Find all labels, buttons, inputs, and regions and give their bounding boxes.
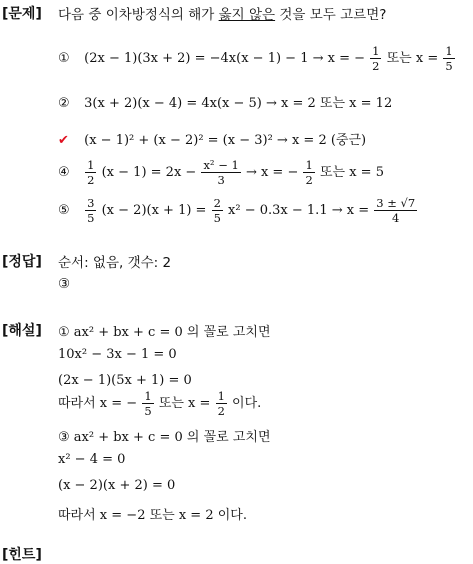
option-1-fraction-2	[443, 44, 454, 73]
option-4	[58, 158, 384, 187]
option-4-text-b: → x = −	[245, 165, 299, 180]
question-text	[58, 3, 386, 23]
explanation-line-5: ③ ax² + bx + c = 0 의 꼴로 고치면	[58, 430, 271, 445]
explanation-fraction-1	[142, 389, 153, 418]
denominator: 2	[372, 59, 380, 73]
explanation-line-6: x² − 4 = 0	[58, 452, 126, 467]
numerator: 3 ± √7	[376, 196, 416, 210]
option-4-number: ④	[58, 165, 70, 180]
option-5-fraction-3	[374, 196, 417, 225]
question-underlined: 옳지 않은	[218, 7, 276, 23]
explanation-line-2: 10x² − 3x − 1 = 0	[58, 347, 177, 362]
option-2-number: ②	[58, 96, 70, 111]
explanation-line-4-a: 따라서 x = −	[58, 396, 138, 411]
option-4-fraction-3	[303, 158, 314, 187]
option-1-text-b: 또는 x =	[386, 51, 443, 66]
check-icon: ✔	[58, 133, 69, 148]
numerator: x² − 1	[203, 158, 239, 172]
denominator: 2	[217, 404, 225, 418]
explanation-line-3: (2x − 1)(5x + 1) = 0	[58, 373, 192, 388]
hint-tag: [힌트]	[2, 547, 42, 563]
option-3	[58, 129, 366, 148]
explanation-fraction-2	[216, 389, 227, 418]
option-3-text: (x − 1)² + (x − 2)² = (x − 3)² → x = 2 (중근)	[84, 133, 367, 148]
denominator: 2	[305, 173, 313, 187]
option-5-text-b: x² − 0.3x − 1.1 → x =	[228, 203, 374, 218]
option-1-number: ①	[58, 51, 70, 66]
question-tag: [문제]	[2, 6, 42, 22]
option-5-text-a: (x − 2)(x + 1) =	[101, 203, 211, 218]
explanation-line-4-c: 이다.	[232, 396, 262, 411]
explanation-line-4-b: 또는 x =	[158, 396, 215, 411]
denominator: 5	[445, 59, 453, 73]
denominator: 5	[87, 211, 95, 225]
option-5-fraction-1	[85, 196, 96, 225]
numerator: 1	[445, 44, 453, 58]
option-4-fraction-2	[201, 158, 240, 187]
numerator: 1	[87, 158, 95, 172]
explanation-line-4	[58, 389, 261, 418]
option-1-fraction-1	[370, 44, 381, 73]
denominator: 3	[217, 173, 225, 187]
question-suffix: 것을 모두 고르면?	[275, 7, 387, 23]
numerator: 1	[372, 44, 380, 58]
explanation-tag: [해설]	[2, 323, 42, 339]
option-5-fraction-2	[212, 196, 223, 225]
numerator: 3	[87, 196, 95, 210]
denominator: 5	[213, 211, 221, 225]
option-1-text-a: (2x − 1)(3x + 2) = −4x(x − 1) − 1 → x = −	[84, 51, 366, 66]
option-2-text: 3(x + 2)(x − 4) = 4x(x − 5) → x = 2 또는 x = 12	[84, 96, 393, 111]
option-4-text-c: 또는 x = 5	[319, 165, 384, 180]
answer-tag: [정답]	[2, 254, 42, 270]
option-2	[58, 92, 392, 111]
explanation-line-8: 따라서 x = −2 또는 x = 2 이다.	[58, 508, 247, 523]
denominator: 4	[392, 211, 400, 225]
denominator: 2	[87, 173, 95, 187]
option-4-fraction-1	[85, 158, 96, 187]
explanation-line-1: ① ax² + bx + c = 0 의 꼴로 고치면	[58, 325, 271, 340]
answer-line-1: 순서: 없음, 갯수: 2	[58, 255, 172, 271]
numerator: 1	[144, 389, 152, 403]
numerator: 1	[217, 389, 225, 403]
option-1	[58, 44, 456, 73]
denominator: 5	[144, 404, 152, 418]
option-4-text-a: (x − 1) = 2x −	[101, 165, 201, 180]
answer-line-2: ③	[58, 276, 71, 292]
question-prefix: 다음 중 이차방정식의 해가	[58, 7, 219, 23]
numerator: 1	[305, 158, 313, 172]
option-5-number: ⑤	[58, 203, 70, 218]
numerator: 2	[213, 196, 221, 210]
option-5	[58, 196, 418, 225]
explanation-line-7: (x − 2)(x + 2) = 0	[58, 478, 176, 493]
